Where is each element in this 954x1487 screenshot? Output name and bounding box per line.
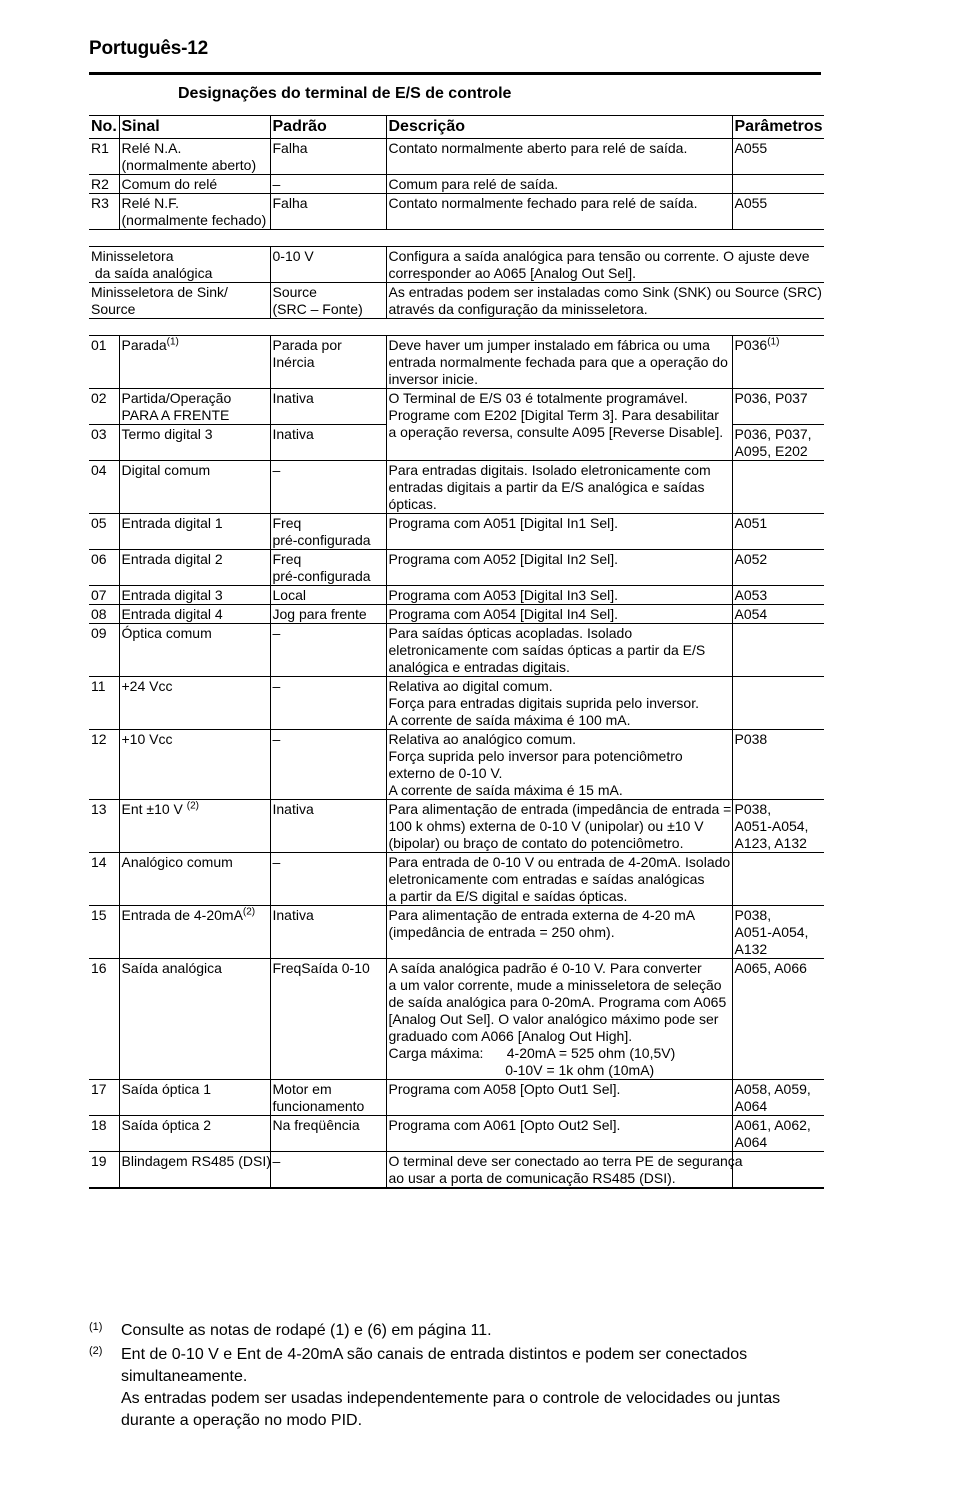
sinal-line: Comum do relé xyxy=(121,176,218,192)
padrao-line: Parada por xyxy=(272,337,342,353)
descricao-line: Programa com A051 [Digital In1 Sel]. xyxy=(388,515,619,531)
cell-parametros xyxy=(732,800,824,853)
cell-parametros xyxy=(732,1152,824,1189)
descricao-line: através da configuração da minisseletora. xyxy=(388,301,648,317)
footnote-mark: (1) xyxy=(89,1321,103,1333)
param-line: P036, P037, xyxy=(734,426,812,442)
descricao-line: Configura a saída analógica para tensão ou corrente. O ajuste deve xyxy=(388,248,810,264)
sinal-line: +24 Vcc xyxy=(121,678,173,694)
sinal-line: Source xyxy=(91,301,136,317)
descricao-line: O terminal deve ser conectado ao terra PE de segurança xyxy=(388,1153,743,1169)
relay-group xyxy=(89,139,824,230)
padrao-line: Inativa xyxy=(272,907,314,923)
padrao-line: – xyxy=(272,462,281,478)
cell-padrao xyxy=(270,677,386,730)
descricao-line: A corrente de saída máxima é 100 mA. xyxy=(388,712,631,728)
padrao-line: – xyxy=(272,854,281,870)
cell-parametros xyxy=(732,1080,824,1116)
padrao-line: pré-configurada xyxy=(272,568,371,584)
table-row xyxy=(89,624,824,677)
descricao-line: Programa com A053 [Digital In3 Sel]. xyxy=(388,587,619,603)
cell-parametros xyxy=(732,677,824,730)
table-row xyxy=(89,175,824,194)
padrao-line: Freq xyxy=(272,515,302,531)
cell-padrao xyxy=(270,194,386,230)
param-line: P038, xyxy=(734,801,772,817)
param-line: A051 xyxy=(734,515,768,531)
cell-descricao xyxy=(386,139,732,175)
padrao-line: Local xyxy=(272,587,306,603)
cell-padrao xyxy=(270,425,386,461)
descricao-line: (bipolar) ou braço de contato do potenciômetro. xyxy=(388,835,684,851)
cell-sinal xyxy=(119,175,270,194)
table-row xyxy=(89,730,824,800)
cell-descricao xyxy=(386,194,732,230)
padrao-line: pré-configurada xyxy=(272,532,371,548)
descricao-line: Programa com A054 [Digital In4 Sel]. xyxy=(388,606,619,622)
footnote-line: Consulte as notas de rodapé (1) e (6) em página 11. xyxy=(121,1322,492,1339)
footnote-line: As entradas podem ser usadas independentemente para o controle de velocidades ou juntas xyxy=(121,1390,781,1407)
cell-no: R3 xyxy=(89,194,119,230)
descricao-line: [Analog Out Sel]. O valor analógico máximo pode ser xyxy=(388,1011,719,1027)
cell-descricao xyxy=(386,800,732,853)
table-row xyxy=(89,514,824,550)
sinal-line: Saída óptica 1 xyxy=(121,1081,212,1097)
cell-parametros xyxy=(732,389,824,425)
param-line: A052 xyxy=(734,551,768,567)
cell-parametros xyxy=(732,853,824,906)
cell-descricao xyxy=(386,1152,743,1189)
cell-descricao xyxy=(386,959,732,1080)
cell-padrao xyxy=(270,139,386,175)
table-gap xyxy=(89,319,824,336)
param-line: A054 xyxy=(734,606,768,622)
descricao-line: 100 k ohms) externa de 0-10 V (unipolar) ou ±10 V xyxy=(388,818,704,834)
cell-no: 15 xyxy=(89,906,119,959)
page-title: Português-12 xyxy=(89,38,209,59)
table-row xyxy=(89,853,824,906)
descricao-line: inversor inicie. xyxy=(388,371,478,387)
descricao-line: Comum para relé de saída. xyxy=(388,176,559,192)
descricao-line: Para alimentação de entrada externa de 4-20 mA xyxy=(388,907,696,923)
descricao-line: Relativa ao analógico comum. xyxy=(388,731,577,747)
footnote-ref: (2) xyxy=(242,906,256,918)
sinal-line: (normalmente fechado) xyxy=(121,212,267,228)
cell-sinal xyxy=(119,1080,270,1116)
cell-parametros xyxy=(732,461,824,514)
padrao-line: funcionamento xyxy=(272,1098,365,1114)
footnote-line: Ent de 0-10 V e Ent de 4-20mA são canais de entrada distintos e podem ser conectados xyxy=(121,1346,748,1363)
sinal-line: Óptica comum xyxy=(121,625,212,641)
descricao-line: de saída analógica para 0-20mA. Programa com A065 xyxy=(388,994,727,1010)
descricao-line: 0-10V = 1k ohm (10mA) xyxy=(388,1062,655,1078)
param-line: P038 xyxy=(734,731,768,747)
descricao-line: Para alimentação de entrada (impedância de entrada = xyxy=(388,801,732,817)
cell-descricao xyxy=(386,1080,732,1116)
descricao-line: Programa com A061 [Opto Out2 Sel]. xyxy=(388,1117,621,1133)
sinal-line: PARA A FRENTE xyxy=(121,407,230,423)
descricao-line: Programa com A052 [Digital In2 Sel]. xyxy=(388,551,619,567)
cell-sinal xyxy=(119,336,270,389)
param-line: A132 xyxy=(734,941,768,957)
param-line: A055 xyxy=(734,195,768,211)
padrao-line: FreqSaída 0-10 xyxy=(272,960,370,976)
cell-sinal xyxy=(119,730,270,800)
cell-padrao xyxy=(270,730,386,800)
table-row xyxy=(89,139,824,175)
cell-parametros xyxy=(732,425,824,461)
param-line: A051-A054, xyxy=(734,818,809,834)
cell-no: 01 xyxy=(89,336,119,389)
cell-parametros xyxy=(732,906,824,959)
sinal-text: Ent ±10 V xyxy=(121,801,187,817)
cell-sinal xyxy=(119,800,270,853)
table-row xyxy=(89,389,824,425)
cell-no: 07 xyxy=(89,586,119,605)
cell-parametros xyxy=(732,514,824,550)
cell-sinal xyxy=(119,389,270,425)
table-row xyxy=(89,550,824,586)
sinal-line: Minisseletora de Sink/ xyxy=(91,284,228,300)
padrao-line: Inativa xyxy=(272,801,314,817)
cell-parametros xyxy=(732,959,824,1080)
sinal-line: Entrada digital 3 xyxy=(121,587,223,603)
sinal-line: da saída analógica xyxy=(91,265,213,281)
descricao-line: Relativa ao digital comum. xyxy=(388,678,553,694)
footnote-ref: (1) xyxy=(166,336,179,348)
cell-sinal xyxy=(119,586,270,605)
cell-padrao xyxy=(270,586,386,605)
descricao-line: Programa com A058 [Opto Out1 Sel]. xyxy=(388,1081,621,1097)
sinal-line: +10 Vcc xyxy=(121,731,173,747)
padrao-line: Source xyxy=(272,284,317,300)
footnote-line: simultaneamente. xyxy=(121,1368,248,1385)
terminal-group xyxy=(89,319,824,1189)
padrao-line: Inércia xyxy=(272,354,315,370)
cell-no: R2 xyxy=(89,175,119,194)
table-row xyxy=(89,959,824,1080)
cell-descricao xyxy=(386,389,732,461)
padrao-line: Inativa xyxy=(272,390,314,406)
cell-parametros xyxy=(732,550,824,586)
descricao-line: ópticas. xyxy=(388,496,437,512)
padrao-line: Freq xyxy=(272,551,302,567)
cell-parametros xyxy=(732,336,824,389)
cell-padrao xyxy=(270,959,386,1080)
cell-padrao xyxy=(270,605,386,624)
cell-no: 06 xyxy=(89,550,119,586)
switch-group xyxy=(89,230,824,319)
cell-padrao xyxy=(270,1116,386,1152)
param-line: A055 xyxy=(734,140,768,156)
table-header-row xyxy=(89,116,824,139)
descricao-line: Contato normalmente fechado para relé de saída. xyxy=(388,195,698,211)
cell-sinal xyxy=(119,959,270,1080)
cell-sinal xyxy=(119,550,270,586)
cell-parametros xyxy=(732,730,824,800)
cell-descricao xyxy=(386,605,732,624)
cell-switch-sinal xyxy=(89,247,270,283)
sinal-line: Relé N.A. xyxy=(121,140,182,156)
descricao-line: a operação reversa, consulte A095 [Reverse Disable]. xyxy=(388,424,724,440)
sinal-line: Partida/Operação xyxy=(121,390,232,406)
cell-padrao xyxy=(270,550,386,586)
sinal-line: Entrada digital 4 xyxy=(121,606,223,622)
cell-descricao xyxy=(386,906,732,959)
descricao-line: Força para entradas digitais suprida pelo inversor. xyxy=(388,695,700,711)
descricao-line: Programe com E202 [Digital Term 3]. Para desabilitar xyxy=(388,407,719,423)
footnote-mark: (2) xyxy=(89,1345,103,1357)
cell-parametros xyxy=(732,605,824,624)
cell-no: 17 xyxy=(89,1080,119,1116)
descricao-line: analógica e entradas digitais. xyxy=(388,659,570,675)
param-line: A064 xyxy=(734,1134,768,1150)
switch-row xyxy=(89,283,824,319)
descricao-line: Para entrada de 0-10 V ou entrada de 4-20mA. Isolado xyxy=(388,854,731,870)
table-row xyxy=(89,194,824,230)
footnote xyxy=(89,1344,809,1432)
table-row xyxy=(89,800,824,853)
cell-switch-padrao xyxy=(270,283,386,319)
cell-descricao xyxy=(386,730,732,800)
cell-sinal xyxy=(119,906,270,959)
cell-descricao xyxy=(386,175,732,194)
cell-no: 05 xyxy=(89,514,119,550)
cell-sinal xyxy=(119,1152,270,1189)
padrao-line: Inativa xyxy=(272,426,314,442)
descricao-line: Carga máxima: 4-20mA = 525 ohm (10,5V) xyxy=(388,1045,676,1061)
cell-padrao xyxy=(270,1080,386,1116)
footnote-ref: (1) xyxy=(767,336,780,348)
descricao-line: Contato normalmente aberto para relé de saída. xyxy=(388,140,688,156)
table-row xyxy=(89,1116,824,1152)
cell-descricao xyxy=(386,853,732,906)
cell-parametros xyxy=(732,1116,824,1152)
cell-descricao xyxy=(386,550,732,586)
header-parametros: Parâmetros xyxy=(732,116,824,139)
cell-padrao xyxy=(270,461,386,514)
cell-no: 18 xyxy=(89,1116,119,1152)
cell-no: 19 xyxy=(89,1152,119,1189)
footnote-line: durante a operação no modo PID. xyxy=(121,1412,363,1429)
sinal-line: Digital comum xyxy=(121,462,211,478)
descricao-line: ao usar a porta de comunicação RS485 (DSI). xyxy=(388,1170,676,1186)
descricao-line: a partir da E/S digital e saídas ópticas. xyxy=(388,888,628,904)
cell-parametros xyxy=(732,194,824,230)
sinal-line: Termo digital 3 xyxy=(121,426,213,442)
sinal-line: Entrada digital 1 xyxy=(121,515,223,531)
cell-no: 03 xyxy=(89,425,119,461)
title-rule xyxy=(89,72,821,75)
cell-switch-descricao xyxy=(386,247,824,283)
cell-no: 11 xyxy=(89,677,119,730)
cell-descricao xyxy=(386,1116,732,1152)
sinal-text: Parada xyxy=(121,337,167,353)
cell-descricao xyxy=(386,624,732,677)
table-row xyxy=(89,906,824,959)
sinal-line: Saída analógica xyxy=(121,960,222,976)
cell-padrao xyxy=(270,336,386,389)
descricao-line: Para entradas digitais. Isolado eletronicamente com xyxy=(388,462,711,478)
cell-no: R1 xyxy=(89,139,119,175)
table-gap xyxy=(89,230,824,247)
descricao-line: eletronicamente com entradas e saídas analógicas xyxy=(388,871,705,887)
padrao-line: Falha xyxy=(272,195,308,211)
descricao-line: Força suprida pelo inversor para potenciômetro xyxy=(388,748,683,764)
param-line: A053 xyxy=(734,587,768,603)
descricao-line: corresponder ao A065 [Analog Out Sel]. xyxy=(388,265,636,281)
padrao-line: Motor em xyxy=(272,1081,332,1097)
param-line: A064 xyxy=(734,1098,768,1114)
padrao-line: Falha xyxy=(272,140,308,156)
padrao-line: Jog para frente xyxy=(272,606,367,622)
padrao-line: 0-10 V xyxy=(272,248,314,264)
cell-sinal xyxy=(119,1116,270,1152)
descricao-line: entradas digitais a partir da E/S analógica e saídas xyxy=(388,479,705,495)
descricao-line: Deve haver um jumper instalado em fábrica ou uma xyxy=(388,337,710,353)
cell-sinal xyxy=(119,853,270,906)
cell-sinal xyxy=(119,605,270,624)
cell-no: 12 xyxy=(89,730,119,800)
param-line: A058, A059, xyxy=(734,1081,811,1097)
header-sinal: Sinal xyxy=(119,116,270,139)
param-text: P036 xyxy=(734,337,768,353)
cell-sinal xyxy=(119,425,270,461)
cell-no: 08 xyxy=(89,605,119,624)
padrao-line: – xyxy=(272,176,281,192)
header-descricao: Descrição xyxy=(386,116,732,139)
table-caption: Designações do terminal de E/S de controle xyxy=(178,85,512,102)
table-row xyxy=(89,605,824,624)
footnotes xyxy=(89,1320,809,1434)
cell-descricao xyxy=(386,586,732,605)
padrao-line: – xyxy=(272,1153,281,1169)
cell-no: 02 xyxy=(89,389,119,425)
cell-descricao xyxy=(386,677,732,730)
table-row xyxy=(89,1080,824,1116)
param-line: P038, xyxy=(734,907,772,923)
table-row xyxy=(89,1152,824,1189)
descricao-line: graduado com A066 [Analog Out High]. xyxy=(388,1028,633,1044)
cell-descricao xyxy=(386,461,732,514)
descricao-line: (impedância de entrada = 250 ohm). xyxy=(388,924,615,940)
cell-sinal xyxy=(119,624,270,677)
padrao-line: (SRC – Fonte) xyxy=(272,301,363,317)
cell-no: 04 xyxy=(89,461,119,514)
descricao-line: a um valor corrente, mude a minisseletora de seleção xyxy=(388,977,722,993)
cell-padrao xyxy=(270,389,386,425)
cell-padrao xyxy=(270,1152,386,1189)
sinal-line: Minisseletora xyxy=(91,248,174,264)
descricao-line: entrada normalmente fechada para que a operação do xyxy=(388,354,728,370)
cell-no: 16 xyxy=(89,959,119,1080)
descricao-line: Para saídas ópticas acopladas. Isolado xyxy=(388,625,633,641)
padrao-line: – xyxy=(272,625,281,641)
cell-padrao xyxy=(270,514,386,550)
cell-padrao xyxy=(270,906,386,959)
cell-padrao xyxy=(270,853,386,906)
sinal-text: Entrada de 4-20mA xyxy=(121,907,243,923)
cell-no: 13 xyxy=(89,800,119,853)
cell-parametros xyxy=(732,175,824,194)
sinal-line: Saída óptica 2 xyxy=(121,1117,212,1133)
sinal-line: Entrada digital 2 xyxy=(121,551,223,567)
descricao-line: O Terminal de E/S 03 é totalmente programável. xyxy=(388,390,688,406)
cell-switch-descricao xyxy=(386,283,824,319)
cell-sinal xyxy=(119,194,270,230)
descricao-line: As entradas podem ser instaladas como Sink (SNK) ou Source (SRC) xyxy=(388,284,822,300)
param-line: A065, A066 xyxy=(734,960,807,976)
cell-no: 09 xyxy=(89,624,119,677)
param-line: P036, P037 xyxy=(734,390,808,406)
table-row xyxy=(89,336,824,389)
sinal-line: (normalmente aberto) xyxy=(121,157,257,173)
cell-sinal xyxy=(119,677,270,730)
cell-padrao xyxy=(270,175,386,194)
descricao-line: A corrente de saída máxima é 15 mA. xyxy=(388,782,623,798)
cell-padrao xyxy=(270,800,386,853)
cell-no: 14 xyxy=(89,853,119,906)
cell-parametros xyxy=(732,624,824,677)
param-line: A123, A132 xyxy=(734,835,807,851)
footnote-ref: (2) xyxy=(186,800,200,812)
cell-padrao xyxy=(270,624,386,677)
padrao-line: – xyxy=(272,731,281,747)
table-row xyxy=(89,586,824,605)
cell-switch-padrao xyxy=(270,247,386,283)
descricao-line: externo de 0-10 V. xyxy=(388,765,503,781)
padrao-line: Na freqüência xyxy=(272,1117,360,1133)
cell-sinal xyxy=(119,461,270,514)
sinal-line: Blindagem RS485 (DSI) xyxy=(121,1153,271,1169)
cell-sinal xyxy=(119,514,270,550)
table-row xyxy=(89,461,824,514)
switch-row xyxy=(89,247,824,283)
table-row xyxy=(89,677,824,730)
header-padrao: Padrão xyxy=(270,116,386,139)
io-terminal-table xyxy=(89,115,824,1189)
cell-switch-sinal xyxy=(89,283,270,319)
param-line: A095, E202 xyxy=(734,443,808,459)
descricao-line: A saída analógica padrão é 0-10 V. Para converter xyxy=(388,960,702,976)
param-line: A061, A062, xyxy=(734,1117,811,1133)
padrao-line: – xyxy=(272,678,281,694)
param-line: A051-A054, xyxy=(734,924,809,940)
descricao-line: eletronicamente com saídas ópticas a partir da E/S xyxy=(388,642,706,658)
cell-descricao xyxy=(386,514,732,550)
cell-parametros xyxy=(732,139,824,175)
sinal-line: Analógico comum xyxy=(121,854,233,870)
cell-descricao xyxy=(386,336,732,389)
sinal-line: Relé N.F. xyxy=(121,195,180,211)
cell-parametros xyxy=(732,586,824,605)
header-no: No. xyxy=(89,116,119,139)
cell-sinal xyxy=(119,139,270,175)
footnote xyxy=(89,1320,809,1342)
